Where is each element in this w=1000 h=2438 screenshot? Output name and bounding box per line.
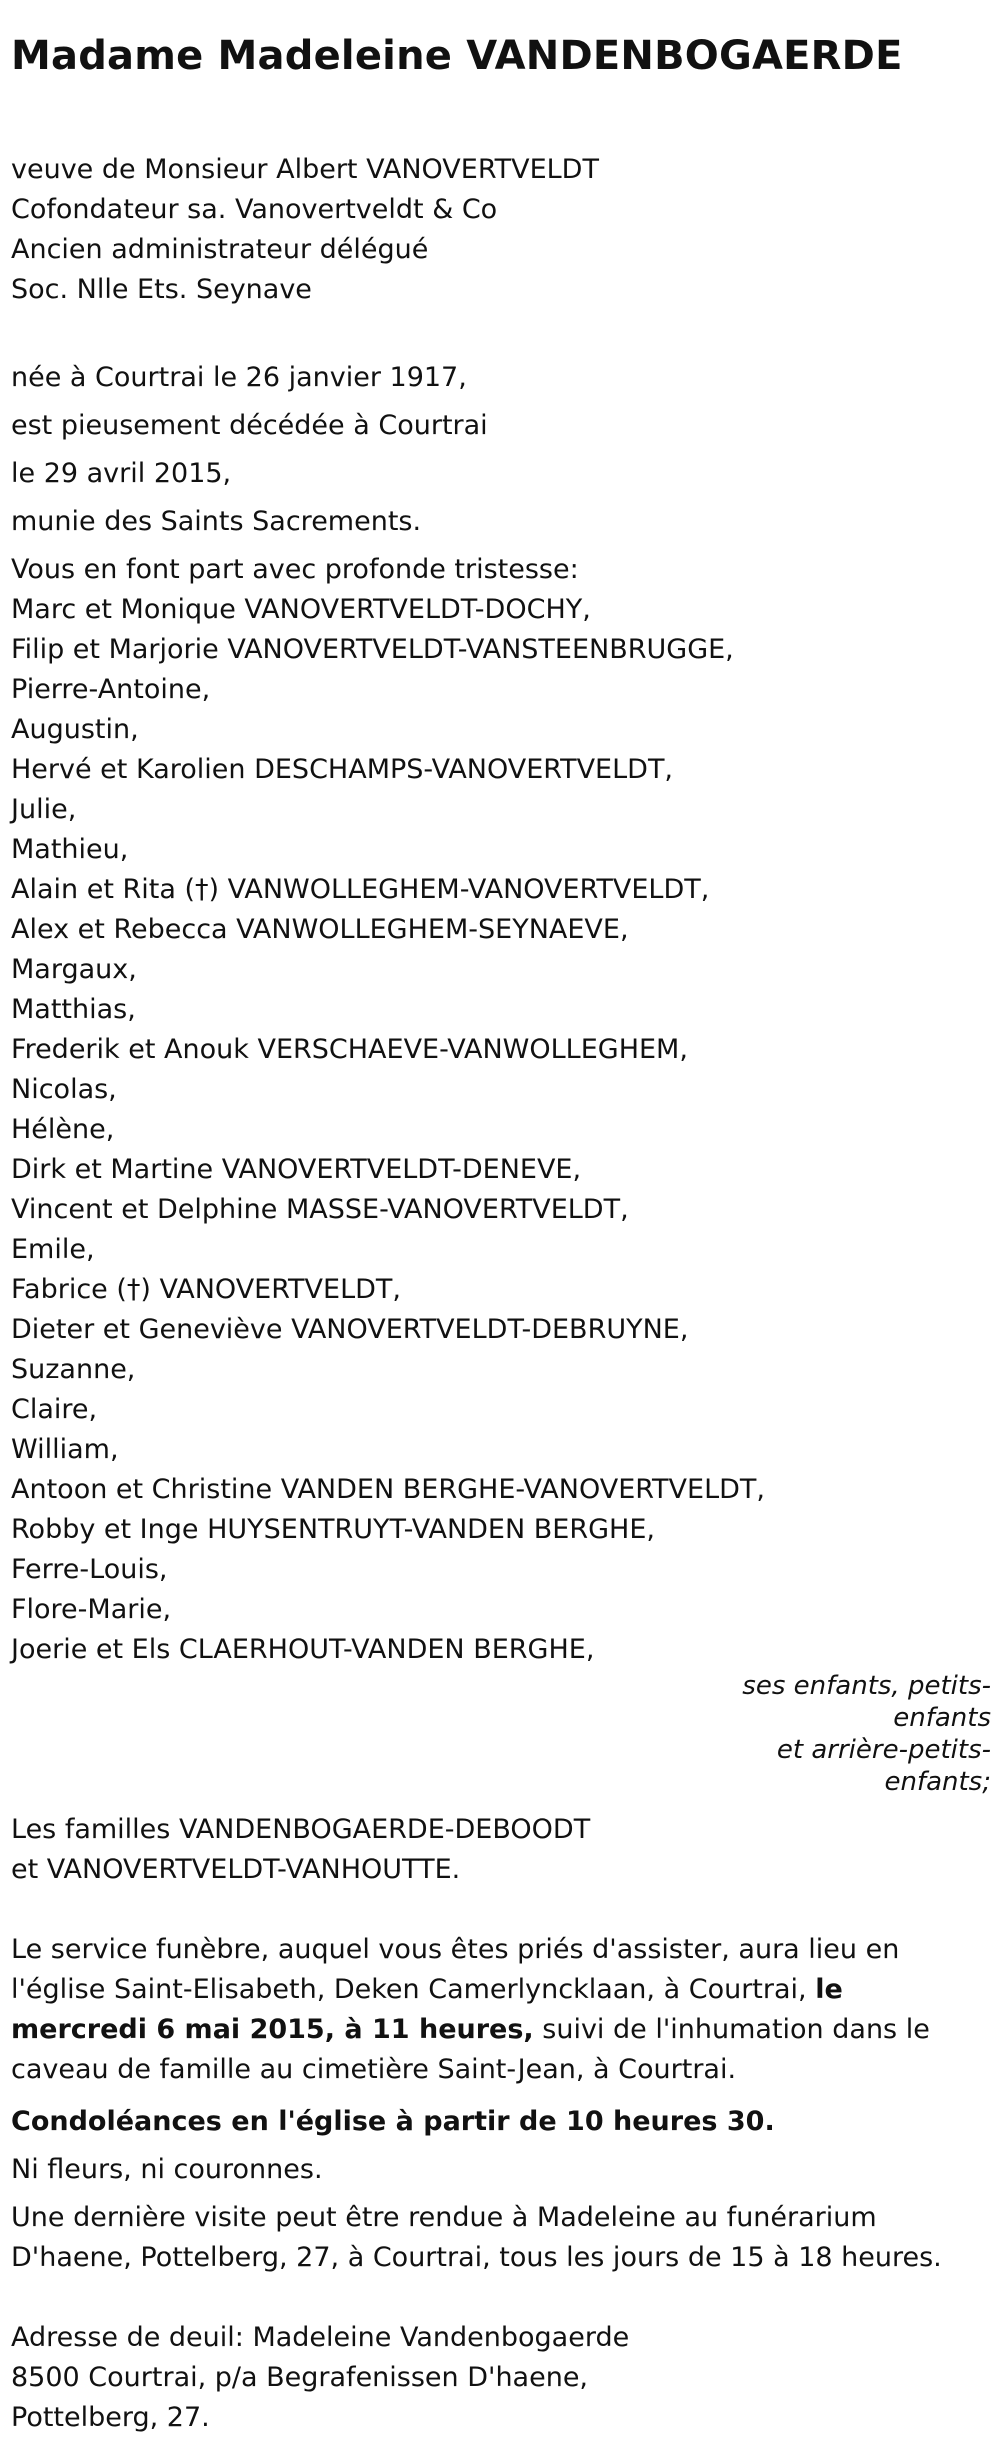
- family-list: [11, 590, 991, 1670]
- family-member-line: Claire,: [11, 1394, 98, 1425]
- death-line-2: le 29 avril 2015,: [11, 458, 232, 489]
- family-member-line: Hélène,: [11, 1114, 115, 1145]
- family-member-line: Margaux,: [11, 954, 137, 985]
- flowers-line: Ni fleurs, ni couronnes.: [11, 2154, 323, 2185]
- family-member-line: Hervé et Karolien DESCHAMPS-VANOVERTVELDT,: [11, 754, 674, 785]
- family-member-line: Dieter et Geneviève VANOVERTVELDT-DEBRUYNE,: [11, 1314, 689, 1345]
- obituary-page: [11, 28, 991, 2438]
- relation-block: [11, 1670, 991, 1798]
- service-text-end: suivi de l'inhumation dans le caveau de famille au cimetière Saint-Jean, à Courtrai.: [11, 2014, 930, 2085]
- intro-line: Cofondateur sa. Vanovertveldt & Co: [11, 194, 498, 225]
- family-member-line: Suzanne,: [11, 1354, 136, 1385]
- family-member-line: Marc et Monique VANOVERTVELDT-DOCHY,: [11, 594, 591, 625]
- relation-line: et arrière-petits-: [776, 1735, 991, 1765]
- family-member-line: Alex et Rebecca VANWOLLEGHEM-SEYNAEVE,: [11, 914, 629, 945]
- address-line: Adresse de deuil: Madeleine Vandenbogaerde: [11, 2322, 630, 2353]
- family-member-line: Frederik et Anouk VERSCHAEVE-VANWOLLEGHEM,: [11, 1034, 688, 1065]
- families-line: et VANOVERTVELDT-VANHOUTTE.: [11, 1854, 461, 1885]
- service-paragraph: [11, 1930, 986, 2090]
- family-member-line: Emile,: [11, 1234, 95, 1265]
- address-line: 8500 Courtrai, p/a Begrafenissen D'haene,: [11, 2362, 589, 2393]
- spacer: [11, 1890, 991, 1930]
- family-member-line: Nicolas,: [11, 1074, 117, 1105]
- birth-line: née à Courtrai le 26 janvier 1917,: [11, 362, 467, 393]
- spacer: [11, 2278, 991, 2318]
- intro-line: Soc. Nlle Ets. Seynave: [11, 274, 312, 305]
- family-member-line: Fabrice (†) VANOVERTVELDT,: [11, 1274, 401, 1305]
- address-block: [11, 2318, 991, 2438]
- deceased-name-heading: Madame Madeleine VANDENBOGAERDE: [11, 33, 903, 79]
- family-member-line: Augustin,: [11, 714, 139, 745]
- visit-paragraph: Une dernière visite peut être rendue à Madeleine au funérarium D'haene, Pottelberg, 27, à Courtrai, tous les jours de 15 à 18 heures.: [11, 2202, 942, 2273]
- family-member-line: William,: [11, 1434, 119, 1465]
- relation-line: ses enfants, petits-: [742, 1671, 991, 1701]
- intro-block: [11, 150, 991, 310]
- intro-line: veuve de Monsieur Albert VANOVERTVELDT: [11, 154, 599, 185]
- family-member-line: Pierre-Antoine,: [11, 674, 211, 705]
- family-member-line: Filip et Marjorie VANOVERTVELDT-VANSTEENBRUGGE,: [11, 634, 734, 665]
- family-member-line: Joerie et Els CLAERHOUT-VANDEN BERGHE,: [11, 1634, 595, 1665]
- spacer: [11, 310, 991, 350]
- family-member-line: Vincent et Delphine MASSE-VANOVERTVELDT,: [11, 1194, 629, 1225]
- family-member-line: Antoon et Christine VANDEN BERGHE-VANOVERTVELDT,: [11, 1474, 765, 1505]
- announce-line: Vous en font part avec profonde tristesse:: [11, 554, 579, 585]
- condolences-line: [11, 2102, 986, 2142]
- family-member-line: Julie,: [11, 794, 77, 825]
- service-text: Le service funèbre, auquel vous êtes priés d'assister, aura lieu en l'église Saint-Elisabeth, Deken Camerlyncklaan, à Courtrai,: [11, 1934, 900, 2005]
- family-member-line: Ferre-Louis,: [11, 1554, 168, 1585]
- families-block: [11, 1810, 991, 1890]
- address-line: Pottelberg, 27.: [11, 2402, 210, 2433]
- service-date: le mercredi 6 mai 2015, à 11 heures,: [11, 1974, 843, 2045]
- relation-line: enfants: [893, 1703, 991, 1733]
- sacraments-line: munie des Saints Sacrements.: [11, 506, 422, 537]
- family-member-line: Dirk et Martine VANOVERTVELDT-DENEVE,: [11, 1154, 582, 1185]
- families-line: Les familles VANDENBOGAERDE-DEBOODT: [11, 1814, 591, 1845]
- family-member-line: Robby et Inge HUYSENTRUYT-VANDEN BERGHE,: [11, 1514, 655, 1545]
- intro-line: Ancien administrateur délégué: [11, 234, 429, 265]
- condolences-text: Condoléances en l'église à partir de 10 heures 30.: [11, 2106, 775, 2137]
- death-line-1: est pieusement décédée à Courtrai: [11, 410, 488, 441]
- family-member-line: Flore-Marie,: [11, 1594, 172, 1625]
- family-member-line: Alain et Rita (†) VANWOLLEGHEM-VANOVERTVELDT,: [11, 874, 710, 905]
- family-member-line: Mathieu,: [11, 834, 129, 865]
- relation-line: enfants;: [884, 1767, 991, 1797]
- family-member-line: Matthias,: [11, 994, 136, 1025]
